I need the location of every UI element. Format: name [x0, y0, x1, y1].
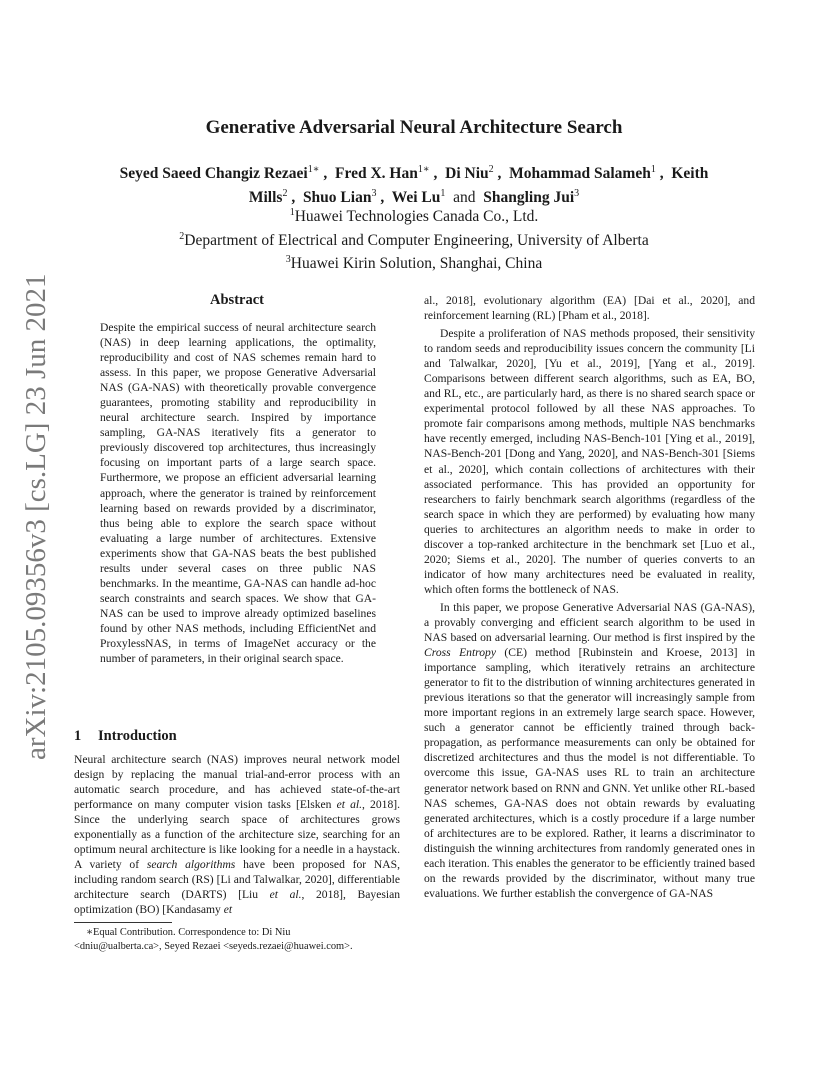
intro-paragraph [74, 752, 400, 918]
affiliation-mark: 3 [285, 254, 291, 266]
author-affil-mark: 1∗ [417, 164, 430, 175]
author-name: Di Niu [445, 165, 489, 183]
text-run: have been proposed for NAS, including random search (RS) [Li and Talwalkar, 2020], differentiable architecture search (DARTS) [Liu [74, 858, 400, 902]
text-run-italic: Cross Entropy [424, 646, 496, 660]
author-name: Wei Lu [391, 189, 441, 207]
footnote [74, 926, 400, 954]
footnote-line: <dniu@ualberta.ca>, Seyed Rezaei <seyeds.rezaei@huawei.com>. [74, 941, 353, 952]
abstract-text: Despite the empirical success of neural architecture search (NAS) in deep learning applications, the optimality, reproducibility and cost of NAS schemes remain hard to assess. In this paper, we propose Generative Adversarial NAS (GA-NAS) with theoretically provable convergence guarantees, promoting stability and reproducibility in neural architecture search. Inspired by importance sampling, GA-NAS iteratively fits a generator to previously discovered top architectures, thus increasingly focusing on important parts of a large search space. Furthermore, we propose an efficient adversarial learning approach, where the generator is trained by reinforcement learning based on rewards provided by a discriminator, thus being able to explore the search space without evaluating a large number of architectures. Extensive experiments show that GA-NAS beats the best published results under several cases on three public NAS benchmarks. In the meantime, GA-NAS can handle ad-hoc search constraints and search spaces. We show that GA-NAS can be used to improve already optimized baselines found by other NAS methods, including EfficientNet and ProxylessNAS, in terms of ImageNet accuracy or the number of parameters, in their original search space. [100, 321, 376, 666]
text-run: , 2018], Bayesian optimization (BO) [Kandasamy [74, 888, 401, 917]
footnote-line: ∗Equal Contribution. Correspondence to: Di Niu [86, 927, 291, 938]
affiliation-text: Huawei Kirin Solution, Shanghai, China [290, 255, 543, 273]
author-affil-mark: 2 [282, 188, 288, 200]
affiliation-text: Huawei Technologies Canada Co., Ltd. [294, 208, 539, 226]
paper-title: Generative Adversarial Neural Architecture Search [205, 117, 623, 138]
text-run-italic: et [223, 903, 233, 917]
paragraph: Despite a proliferation of NAS methods proposed, their sensitivity to random seeds and reproducibility issues concern the community [Li and Talwalkar, 2020], [Yu et al., 2019], [Yang et al., 2019]. Comparisons between different search algorithms, such as EA, BO, and RL, etc., are particularly hard, as there is no shared search space or experimental protocol followed by all these NAS approaches. To promote fair comparisons among methods, multiple NAS benchmarks have recently emerged, including NAS-Bench-101 [Ying et al., 2019], NAS-Bench-201 [Dong and Yang, 2020], and NAS-Bench-301 [Siems et al., 2020], which contain collections of architectures with their associated performance. This has provided an opportunity for researchers to fairly benchmark search algorithms (regardless of the search space in which they are performed) by evaluating how many queries to architectures an algorithm needs to make in order to discover a top-ranked architecture in the benchmark set [Luo et al., 2020; Siems et al., 2020]. The number of queries converts to an indicator of how many architectures need be evaluated in reality, which often forms the bottleneck of NAS. [424, 327, 755, 596]
section-title: Introduction [98, 728, 177, 744]
text-run: Neural architecture search (NAS) improves neural network model design by replacing the manual trial-and-error process with an automatic search procedure, and has achieved state-of-the-art performance on many computer vision tasks [Elsken [74, 753, 400, 812]
affiliation [0, 227, 828, 251]
author-name: Shuo Lian [302, 189, 372, 207]
text-run: (CE) method [Rubinstein and Kroese, 2013] in importance sampling, which iteratively retrains an architecture generator to fit to the distribution of winning architectures generated in previous iterations so that the generator will increasingly sample from more important regions in an extremely large search space. However, such a generator cannot be efficiently trained through back-propagation, as performance measurements can only be obtained for discretized architectures and thus the model is not differentiable. To overcome this issue, GA-NAS uses RL to train an architecture generator network based on RNN and GNN. Yet unlike other RL-based NAS schemes, GA-NAS does not obtain rewards by evaluating generated architectures, which is a costly procedure if a large number of architectures are to be explored. Rather, it learns a discriminator to distinguish the winning architectures from randomly generated ones in each iteration. This enables the generator to be efficiently trained based on the rewards provided by the discriminator, without many true evaluations. We further establish the convergence of GA-NAS [424, 646, 755, 900]
text-run-italic: et al. [336, 798, 363, 812]
author-name: Shangling Jui [483, 189, 575, 207]
affiliation [0, 250, 828, 274]
author-name: Seyed Saeed Changiz Rezaei [119, 165, 308, 183]
author-name: Fred X. Han [335, 165, 418, 183]
author-name: Keith Mills [248, 165, 709, 207]
abstract-heading: Abstract [210, 292, 264, 308]
paragraph: al., 2018], evolutionary algorithm (EA) [Dai et al., 2020], and reinforcement learning (RL) [Pham et al., 2018]. [424, 294, 755, 323]
author-list: Seyed Saeed Changiz Rezaei$^{1∗}$ , Fred X. Han$^{1∗}$ , Di Niu$^2$ , Mohammad Salameh$^1$ , Keith Mills$^2$ , Shuo Lian$^3$ , Wei Lu$^1$ and Shangling Jui$^3$ [119, 164, 709, 207]
text-run-italic: search algorithms [146, 858, 236, 872]
author-affil-mark: 3 [371, 188, 377, 200]
affiliation-text: Department of Electrical and Computer Engineering, University of Alberta [184, 231, 649, 249]
affiliation-list [0, 203, 828, 274]
author-affil-mark: 1 [440, 188, 446, 200]
affiliation-mark: 1 [289, 207, 295, 218]
author-affil-mark: 1 [650, 164, 656, 175]
author-affil-mark: 2 [488, 164, 494, 175]
author-name: Mohammad Salameh [509, 165, 651, 183]
affiliation [0, 203, 828, 227]
author-affil-mark: 1∗ [307, 164, 320, 175]
section-heading-introduction [74, 728, 400, 745]
footnote-rule [74, 922, 172, 923]
text-run-italic: et al. [269, 888, 302, 902]
paragraph [424, 600, 755, 901]
author-affil-mark: 3 [574, 188, 580, 200]
text-run: , 2018]. Since the underlying search space of architectures grows exponentially as a function of the architecture size, searching for an optimum neural architecture is like looking for a needle in a haystack. A variety of [74, 798, 400, 872]
section-number: 1 [74, 728, 82, 744]
arxiv-identifier: arXiv:2105.09356v3 [cs.LG] 23 Jun 2021 [20, 273, 52, 760]
affiliation-mark: 2 [179, 230, 185, 242]
right-column [424, 293, 755, 901]
text-run: In this paper, we propose Generative Adversarial NAS (GA-NAS), a provably converging and efficient search algorithm to be used in NAS based on adversarial learning. Our method is first inspired by the [424, 600, 755, 645]
